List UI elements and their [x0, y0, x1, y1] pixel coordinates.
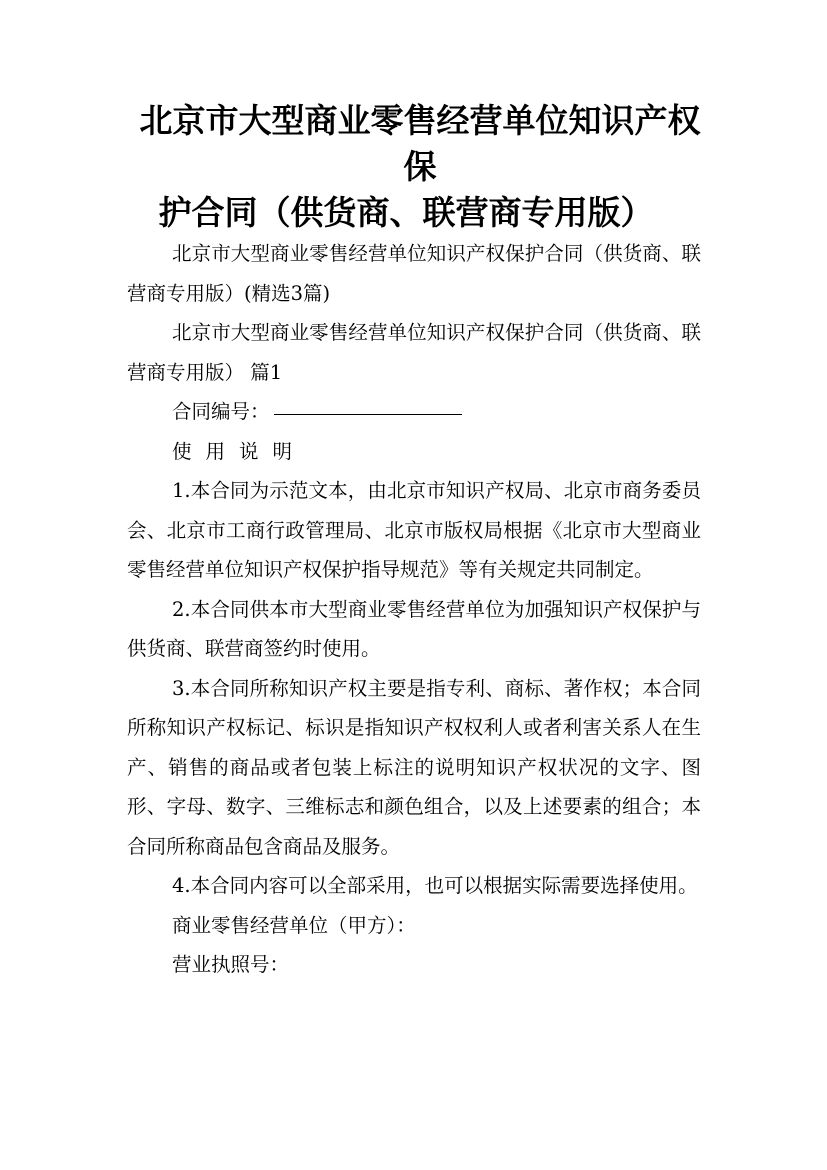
usage-item-3: 3.本合同所称知识产权主要是指专利、商标、著作权；本合同所称知识产权标记、标识是指知识产权权利人或者利害关系人在生产、销售的商品或者包装上标注的说明知识产权状况的文字、图形、字母、数字、三维标志和颜色组合，以及上述要素的组合；本合同所称商品包含商品及服务。	[127, 676, 701, 858]
contract-number-label: 合同编号：	[172, 400, 270, 423]
document-title	[130, 98, 710, 236]
usage-item-1: 1.本合同为示范文本，由北京市知识产权局、北京市商务委员会、北京市工商行政管理局、北京市版权局根据《北京市大型商业零售经营单位知识产权保护指导规范》等有关规定共同制定。	[127, 479, 701, 581]
title-line-1: 北京市大型商业零售经营单位知识产权保	[139, 101, 701, 186]
contract-number-blank	[274, 413, 462, 415]
usage-item-4: 4.本合同内容可以全部采用，也可以根据实际需要选择使用。	[172, 874, 698, 897]
party-a-line: 商业零售经营单位（甲方）：	[172, 913, 416, 937]
license-number-line: 营业执照号：	[172, 953, 290, 976]
usage-item-2: 2.本合同供本市大型商业零售经营单位为加强知识产权保护与供货商、联营商签约时使用。	[127, 597, 701, 660]
contract-number-line	[127, 392, 701, 432]
subtitle-paragraph-2: 北京市大型商业零售经营单位知识产权保护合同（供货商、联营商专用版） 篇1	[127, 321, 701, 384]
subtitle-paragraph: 北京市大型商业零售经营单位知识产权保护合同（供货商、联营商专用版）(精选3篇)	[127, 242, 701, 305]
title-line-2: 护合同（供货商、联营商专用版）	[158, 193, 654, 232]
document-body	[127, 234, 701, 985]
usage-heading: 使用说明	[172, 439, 307, 463]
